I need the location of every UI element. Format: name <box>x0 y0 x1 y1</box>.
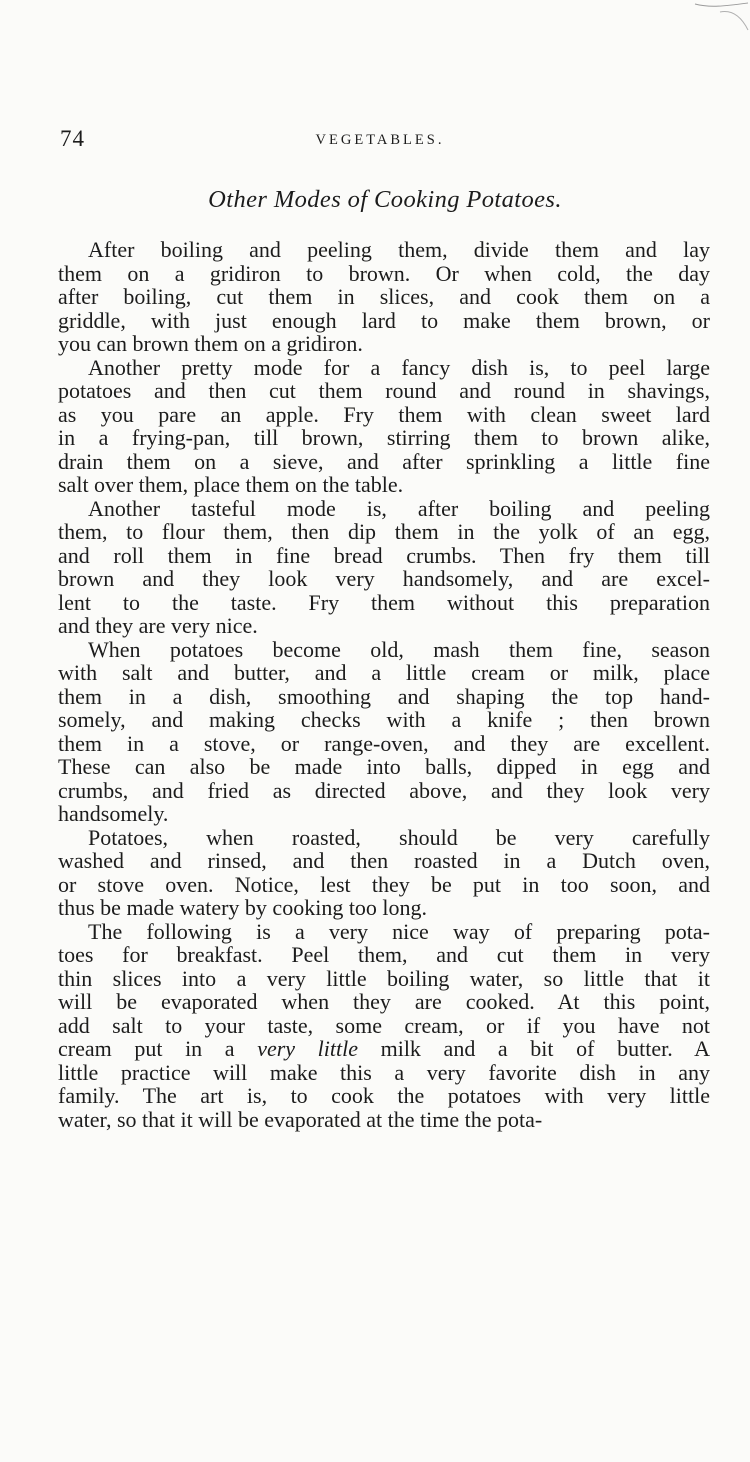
text-line: lent to the taste. Fry them without this preparation <box>58 589 710 615</box>
text-line: and roll them in fine bread crumbs. Then fry them till <box>58 542 710 568</box>
paragraph <box>58 356 710 497</box>
text-line: or stove oven. Notice, lest they be put in too soon, and <box>58 871 710 897</box>
paragraph <box>58 638 710 826</box>
text-line: Potatoes, when roasted, should be very carefully <box>88 824 710 850</box>
text-line: Another pretty mode for a fancy dish is, to peel large <box>88 354 710 380</box>
text-line: brown and they look very handsomely, and are excel- <box>58 566 710 591</box>
text-line: little practice will make this a very favorite dish in any <box>58 1059 710 1085</box>
text-segment: cream put in a <box>58 1036 258 1061</box>
text-line: crumbs, and fried as directed above, and they look very <box>58 777 710 803</box>
text-line: with salt and butter, and a little cream or milk, place <box>58 660 710 685</box>
text-line: them in a dish, smoothing and shaping the top hand- <box>58 683 710 709</box>
text-line: thus be made watery by cooking too long. <box>58 895 428 920</box>
text-line: handsomely. <box>58 801 169 826</box>
page-number: 74 <box>60 126 85 151</box>
text-line <box>58 1037 710 1061</box>
text-line: them in a stove, or range-oven, and they are excellent. <box>58 730 710 756</box>
text-line: you can brown them on a gridiron. <box>58 331 363 356</box>
text-line: and they are very nice. <box>58 613 258 638</box>
text-line: in a frying-pan, till brown, stirring them to brown alike, <box>58 425 710 450</box>
text-line: When potatoes become old, mash them fine, season <box>88 636 710 662</box>
page-edge-marks <box>690 0 750 60</box>
body-text <box>58 238 710 1131</box>
text-line: them on a gridiron to brown. Or when cold, the day <box>58 260 710 286</box>
text-line: salt over them, place them on the table. <box>58 472 404 497</box>
text-line: These can also be made into balls, dipped in egg and <box>58 754 710 779</box>
text-line: potatoes and then cut them round and round in shavings, <box>58 378 710 403</box>
text-line: somely, and making checks with a knife ; then brown <box>58 707 710 732</box>
text-line: drain them on a sieve, and after sprinkling a little fine <box>58 448 710 474</box>
paragraph <box>58 826 710 920</box>
text-segment: milk and a bit of butter. A <box>357 1036 710 1061</box>
paragraph <box>58 920 710 1132</box>
section-title: Other Modes of Cooking Potatoes. <box>208 186 562 213</box>
text-line: will be evaporated when they are cooked. At this point, <box>58 989 710 1014</box>
text-line: as you pare an apple. Fry them with clean sweet lard <box>58 401 710 427</box>
emphasized-text: very little <box>257 1036 358 1061</box>
text-line: The following is a very nice way of preparing pota- <box>88 918 710 944</box>
running-title: VEGETABLES. <box>315 132 445 148</box>
text-line: griddle, with just enough lard to make them brown, or <box>58 307 710 333</box>
text-line: water, so that it will be evaporated at the time the pota- <box>58 1106 543 1132</box>
text-line: thin slices into a very little boiling water, so little that it <box>58 965 710 991</box>
running-head <box>60 126 710 160</box>
text-line: add salt to your taste, some cream, or if you have not <box>58 1012 710 1038</box>
text-line: after boiling, cut them in slices, and cook them on a <box>58 284 710 309</box>
text-line: Another tasteful mode is, after boiling and peeling <box>88 495 710 521</box>
text-line: washed and rinsed, and then roasted in a Dutch oven, <box>58 848 710 873</box>
paragraph <box>58 238 710 356</box>
text-line: After boiling and peeling them, divide them and lay <box>88 237 710 262</box>
text-line: toes for breakfast. Peel them, and cut them in very <box>58 942 710 967</box>
paragraph <box>58 497 710 638</box>
text-line: them, to flour them, then dip them in the yolk of an egg, <box>58 519 710 544</box>
text-line: family. The art is, to cook the potatoes with very little <box>58 1083 710 1108</box>
